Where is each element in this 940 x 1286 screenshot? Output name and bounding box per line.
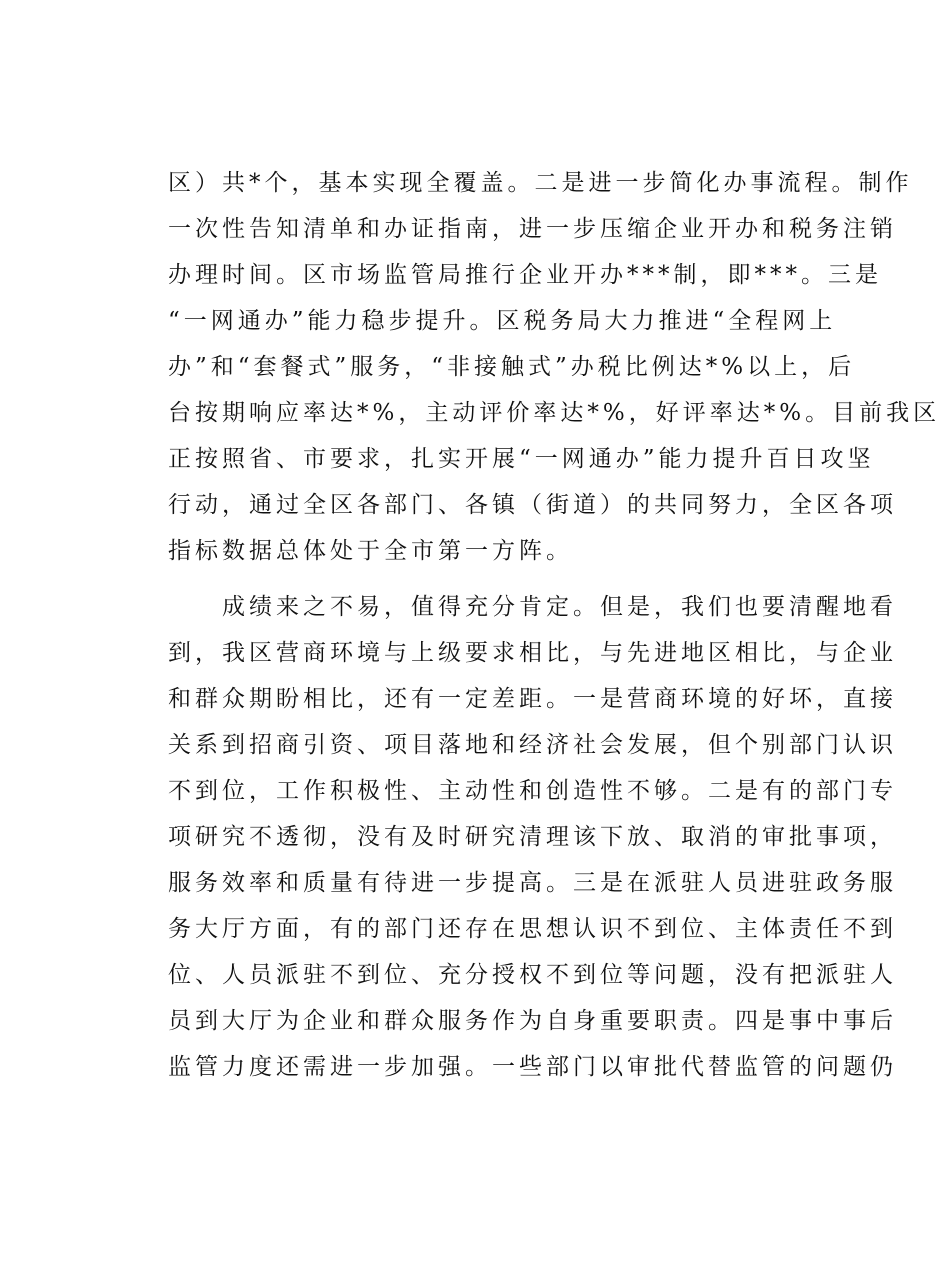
text-line: 服务效率和质量有待进一步提高。三是在派驻人员进驻政务服 (168, 870, 897, 896)
text-line: 监管力度还需进一步加强。一些部门以审批代替监管的问题仍 (168, 1054, 897, 1080)
text-line: 位、人员派驻不到位、充分授权不到位等问题，没有把派驻人 (168, 962, 897, 988)
text-line: 办”和“套餐式”服务，“非接触式”办税比例达*%以上，后 (168, 354, 856, 380)
text-line: 关系到招商引资、项目落地和经济社会发展，但个别部门认识 (168, 732, 897, 758)
text-line: 台按期响应率达*%，主动评价率达*%，好评率达*%。目前我区 (168, 400, 940, 426)
text-line: 务大厅方面，有的部门还存在思想认识不到位、主体责任不到 (168, 916, 897, 942)
body-text (168, 160, 940, 1090)
text-line: 到，我区营商环境与上级要求相比，与先进地区相比，与企业 (168, 640, 897, 666)
text-line: “一网通办”能力稳步提升。区税务局大力推进“全程网上 (168, 308, 837, 334)
text-line: 区）共*个，基本实现全覆盖。二是进一步简化办事流程。制作 (168, 170, 913, 196)
text-line: 指标数据总体处于全市第一方阵。 (168, 538, 573, 564)
text-line: 正按照省、市要求，扎实开展“一网通办”能力提升百日攻坚 (168, 446, 875, 472)
text-line: 一次性告知清单和办证指南，进一步压缩企业开办和税务注销 (168, 216, 897, 242)
paragraph-2 (168, 584, 897, 1090)
text-line: 办理时间。区市场监管局推行企业开办***制，即***。三是 (168, 262, 882, 288)
text-line: 成绩来之不易，值得充分肯定。但是，我们也要清醒地看 (222, 594, 897, 620)
text-line: 和群众期盼相比，还有一定差距。一是营商环境的好坏，直接 (168, 686, 897, 712)
text-line: 不到位，工作积极性、主动性和创造性不够。二是有的部门专 (168, 778, 897, 804)
paragraph-1 (168, 160, 940, 574)
text-line: 项研究不透彻，没有及时研究清理该下放、取消的审批事项， (168, 824, 897, 850)
text-line: 员到大厅为企业和群众服务作为自身重要职责。四是事中事后 (168, 1008, 897, 1034)
text-line: 行动，通过全区各部门、各镇（街道）的共同努力，全区各项 (168, 492, 897, 518)
